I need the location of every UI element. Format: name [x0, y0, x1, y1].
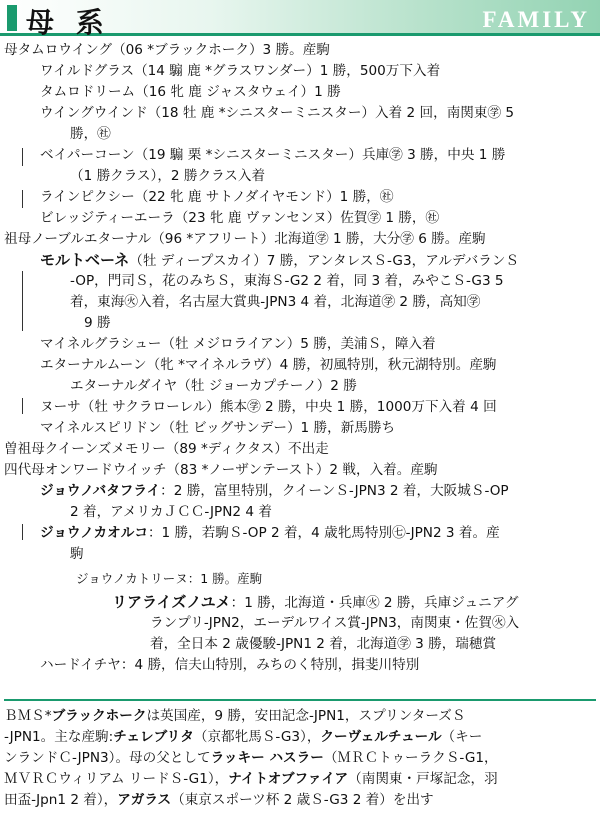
bms-line — [4, 769, 498, 790]
family-line: 母タムロウイング（06 *ブラックホーク）3 勝。産駒 — [4, 42, 330, 58]
family-line: 曽祖母クイーンズメモリー（89 *ディクタス）不出走 — [4, 441, 329, 457]
family-line: ヌーサ（牡 サクラローレル）熊本㊫ 2 勝，中央 1 勝，1000万下入着 4 回 — [40, 399, 497, 415]
family-line: マイネルスピリドン（牡 ビッグサンデー）1 勝，新馬勝ち — [40, 420, 396, 436]
family-line: 2 着，アメリカＪＣＣ-JPN2 4 着 — [70, 504, 272, 520]
family-line: ワイルドグラス（14 騸 鹿 *グラスワンダー）1 勝，500万下入着 — [40, 63, 441, 79]
horse-name: ナイトオブファイア — [228, 771, 349, 787]
horse-name: ラッキー ハスラー — [210, 750, 324, 766]
family-line-rest: ：1 勝，北海道・兵庫㊋ 2 勝，兵庫ジュニアグ — [230, 595, 519, 611]
bms-line — [4, 727, 482, 748]
family-line: ビレッジティーエーラ（23 牝 鹿 ヴァンセンヌ）佐賀㊫ 1 勝，㊓ — [40, 210, 440, 226]
family-line-rest: ：1 勝，若駒Ｓ-OP 2 着，4 歳牝馬特別㊆-JPN2 3 着。産 — [147, 525, 500, 541]
family-line: 着，全日本 2 歳優駿-JPN1 2 着，北海道㊫ 3 勝，瑞穂賞 — [150, 636, 497, 652]
horse-name: ジョウノカオルコ — [40, 525, 148, 541]
family-line — [40, 250, 519, 271]
family-line: タムロドリーム（16 牝 鹿 ジャスタウェイ）1 勝 — [40, 84, 341, 100]
bms-text: は英国産，9 勝，安田記念-JPN1，スプリンターズＳ — [146, 708, 466, 724]
header-accent-bar — [7, 5, 17, 31]
bms-text: ンランドＣ-JPN3）。母の父として — [4, 750, 211, 766]
bms-line — [4, 790, 434, 811]
horse-name: ブラックホーク — [51, 708, 147, 724]
family-line: -OP，門司Ｓ，花のみちＳ，東海Ｓ-G2 2 着，同 3 着，みやこＳ-G3 5 — [70, 273, 504, 289]
horse-name: アガラス — [117, 792, 172, 808]
family-line: ラインピクシー（22 牝 鹿 サトノダイヤモンド）1 勝，㊓ — [40, 189, 394, 205]
family-line: 9 勝 — [84, 315, 111, 331]
family-line: ウイングウインド（18 牡 鹿 *シニスターミニスター）入着 2 回，南関東㊫ 5 — [40, 105, 515, 121]
bms-text: -JPN1。主な産駒: — [4, 729, 114, 745]
bms-text: （キー — [441, 729, 483, 745]
bms-text: （京都牝馬Ｓ-G3）， — [193, 729, 321, 745]
tree-bar — [22, 190, 23, 208]
bms-text: ＢＭＳ* — [4, 708, 52, 724]
family-line: ジョウノカトリーヌ：1 勝。産駒 — [76, 571, 263, 586]
tree-bar — [22, 398, 23, 414]
tree-bar — [22, 271, 23, 331]
horse-name: モルトベーネ — [40, 251, 130, 269]
bms-line — [4, 706, 465, 727]
horse-name: チェレブリタ — [113, 729, 194, 745]
family-line: 勝，㊓ — [70, 126, 111, 142]
family-line: ランプリ-JPN2，エーデルワイス賞-JPN3，南関東・佐賀㊋入 — [150, 615, 520, 631]
section-title-english: FAMILY — [482, 7, 590, 32]
bms-text: ＭＶＲＣウィリアム リードＳ-G1）， — [4, 771, 229, 787]
family-line: エターナルダイヤ（牡 ジョーカプチーノ）2 勝 — [70, 378, 357, 394]
family-line — [112, 592, 519, 613]
section-header — [0, 0, 600, 39]
section-title: 母 系 — [26, 6, 110, 39]
tree-bar — [22, 148, 23, 166]
family-line: 着，東海㊋入着，名古屋大賞典-JPN3 4 着，北海道㊫ 2 勝，高知㊫ — [70, 294, 481, 310]
family-line-rest: ：2 勝，富里特別，クイーンＳ-JPN3 2 着，大阪城Ｓ-OP — [160, 483, 509, 499]
horse-name: ジョウノバタフライ — [40, 483, 161, 499]
family-line: マイネルグラシュー（牡 メジロライアン）5 勝，美浦Ｓ，障入着 — [40, 336, 436, 352]
bms-text: （南関東・戸塚記念，羽 — [348, 771, 498, 787]
horse-name: リアライズノユメ — [112, 593, 231, 611]
section-divider — [4, 699, 596, 701]
family-line — [40, 523, 500, 544]
family-line: 祖母ノーブルエターナル（96 *アフリート）北海道㊫ 1 勝，大分㊫ 6 勝。産駒 — [4, 231, 486, 247]
family-line: 四代母オンワードウイッチ（83 *ノーザンテースト）2 戦，入着。産駒 — [4, 462, 438, 478]
bms-text: 田盃-Jpn1 2 着）， — [4, 792, 118, 808]
tree-bar — [22, 524, 23, 540]
family-line: エターナルムーン（牝 *マイネルラヴ）4 勝，初風特別，秋元湖特別。産駒 — [40, 357, 497, 373]
bms-text: （東京スポーツ杯 2 歳Ｓ-G3 2 着）を出す — [171, 792, 434, 808]
family-line — [40, 481, 509, 502]
horse-name: クーヴェルチュール — [320, 729, 442, 745]
family-line-rest: （牡 ディープスカイ）7 勝，アンタレスＳ-G3，アルデバランＳ — [129, 253, 520, 269]
family-line: ベイパーコーン（19 騸 栗 *シニスターミニスター）兵庫㊫ 3 勝，中央 1 勝 — [40, 147, 506, 163]
bms-text: （ＭＲＣトゥーラクＳ-G1， — [323, 750, 498, 766]
family-line: （1 勝クラス），2 勝クラス入着 — [70, 168, 266, 184]
family-line: 駒 — [70, 546, 84, 562]
bms-line — [4, 748, 498, 769]
family-line: ハードイチヤ：4 勝，信夫山特別，みちのく特別，揖斐川特別 — [40, 657, 420, 673]
